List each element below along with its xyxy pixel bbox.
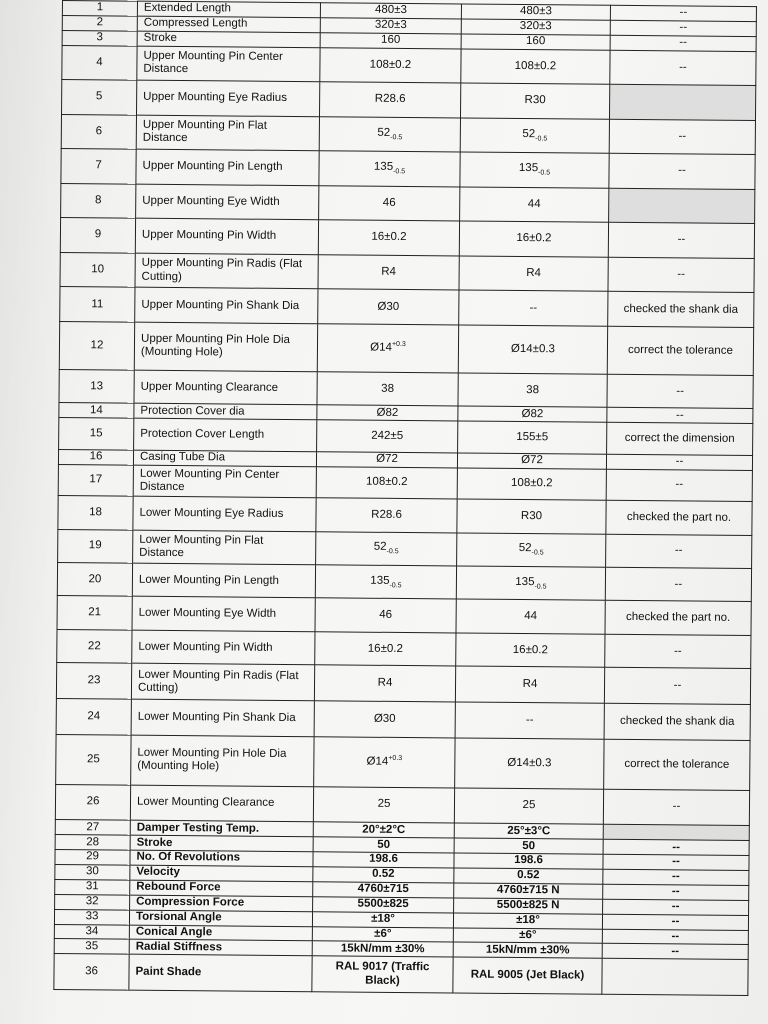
row-number: 3 <box>62 30 137 46</box>
parameter-name: Compression Force <box>130 895 313 911</box>
parameter-name: Upper Mounting Eye Width <box>136 184 319 220</box>
specified-value: $Ø14^{+0.3}$ <box>314 736 455 787</box>
remark: -- <box>602 944 748 960</box>
remark: -- <box>610 50 756 86</box>
specified-value: R4 <box>314 665 455 702</box>
measured-value: 16±0.2 <box>459 221 608 257</box>
measured-value: Ø82 <box>458 406 607 422</box>
remark: -- <box>608 257 754 293</box>
measured-value: 15kN/mm ±30% <box>453 942 602 958</box>
measured-value: 108±0.2 <box>457 468 606 501</box>
row-number: 9 <box>60 218 135 253</box>
spec-sheet <box>53 0 757 996</box>
specified-value: Ø82 <box>317 405 458 421</box>
specified-value: 46 <box>315 598 456 633</box>
parameter-name: Radial Stiffness <box>129 940 312 956</box>
remark: -- <box>610 20 756 36</box>
table-row <box>54 954 748 996</box>
measured-value: RAL 9005 (Jet Black) <box>453 957 602 994</box>
parameter-name: Lower Mounting Pin Radis (Flat Cutting) <box>131 664 314 701</box>
parameter-name: Lower Mounting Eye Width <box>132 597 315 632</box>
tolerance-subscript: -0.5 <box>393 168 406 176</box>
parameter-name: Upper Mounting Pin Length <box>136 149 319 185</box>
remark: -- <box>607 408 753 424</box>
row-number: 14 <box>59 403 134 419</box>
specified-value: 242±5 <box>317 420 458 453</box>
row-number: 13 <box>59 369 134 403</box>
tolerance-subscript: -0.5 <box>531 549 544 557</box>
specified-value: 160 <box>320 33 461 49</box>
remark: -- <box>607 374 753 409</box>
parameter-name: Lower Mounting Pin Center Distance <box>133 465 316 498</box>
row-number: 12 <box>59 321 134 370</box>
row-number: 29 <box>55 850 130 866</box>
parameter-name: Protection Cover Length <box>134 419 317 452</box>
specified-value: 5500±825 <box>313 896 454 912</box>
remark: -- <box>604 668 750 705</box>
measured-value: 4760±715 N <box>454 883 603 899</box>
row-number: 8 <box>61 183 136 218</box>
measured-value: $52_{-0.5}$ <box>457 532 606 567</box>
parameter-name: Extended Length <box>137 1 320 17</box>
row-number: 21 <box>57 596 132 630</box>
remark: checked the part no. <box>605 601 751 636</box>
parameter-name: Compressed Length <box>137 16 320 32</box>
remark: checked the shank dia <box>608 292 754 328</box>
parameter-name: Torsional Angle <box>129 910 312 926</box>
row-number: 15 <box>59 418 134 450</box>
measured-value: 480±3 <box>461 4 610 20</box>
row-number: 22 <box>57 629 132 663</box>
remark: -- <box>609 119 755 155</box>
specified-value: 25 <box>313 787 454 824</box>
tolerance-subscript: -0.5 <box>534 582 547 591</box>
remark: -- <box>603 789 749 826</box>
specified-value: 15kN/mm ±30% <box>312 941 453 957</box>
row-number: 27 <box>55 820 130 836</box>
measured-value: R4 <box>459 256 608 292</box>
specified-value: $52_{-0.5}$ <box>319 116 460 152</box>
measured-value: 25 <box>454 788 603 825</box>
parameter-name: Upper Mounting Pin Hole Dia (Mounting Hole) <box>134 322 317 372</box>
remark: -- <box>610 35 756 51</box>
specified-value: R4 <box>318 255 459 291</box>
specified-value: 480±3 <box>320 3 461 19</box>
parameter-name: Upper Mounting Pin Radis (Flat Cutting) <box>135 253 318 289</box>
specified-value: 198.6 <box>313 852 454 868</box>
tolerance-subscript: -0.5 <box>535 135 548 143</box>
measured-value: 155±5 <box>458 421 607 454</box>
remark <box>603 825 749 841</box>
row-number: 30 <box>55 864 130 880</box>
row-number: 19 <box>58 529 133 563</box>
parameter-name: Lower Mounting Clearance <box>130 785 313 822</box>
measured-value: ±18° <box>453 913 602 929</box>
row-number: 24 <box>56 698 131 734</box>
remark: -- <box>608 223 754 259</box>
row-number: 4 <box>62 45 137 80</box>
specified-value: 108±0.2 <box>316 466 457 499</box>
measured-value: 38 <box>458 373 607 408</box>
tolerance-superscript: +0.3 <box>388 755 403 763</box>
parameter-name: Upper Mounting Pin Flat Distance <box>136 115 319 151</box>
parameter-name: Damper Testing Temp. <box>130 821 313 837</box>
remark: -- <box>602 914 748 930</box>
remark: checked the part no. <box>606 500 752 535</box>
specified-value: R28.6 <box>316 498 457 533</box>
remark: -- <box>603 869 749 885</box>
parameter-name: Lower Mounting Eye Radius <box>133 496 316 531</box>
measured-value: $52_{-0.5}$ <box>460 118 609 154</box>
parameter-name: No. Of Revolutions <box>130 850 313 866</box>
measured-value: R30 <box>460 83 609 119</box>
measured-value: 198.6 <box>454 853 603 869</box>
measured-value: 5500±825 N <box>454 898 603 914</box>
measured-value: Ø72 <box>457 453 606 469</box>
row-number: 17 <box>58 464 133 496</box>
specified-value: 50 <box>313 837 454 853</box>
row-number: 11 <box>60 287 135 322</box>
table-row <box>56 698 750 740</box>
remark <box>602 959 748 996</box>
row-number: 33 <box>54 909 129 925</box>
remark: -- <box>603 899 749 915</box>
remark: -- <box>603 854 749 870</box>
row-number: 10 <box>60 252 135 287</box>
measured-value: R30 <box>457 499 606 534</box>
parameter-name: Protection Cover dia <box>134 404 317 420</box>
remark: -- <box>606 469 752 502</box>
parameter-name: Velocity <box>130 865 313 881</box>
parameter-name: Lower Mounting Pin Width <box>132 630 315 665</box>
parameter-name: Casing Tube Dia <box>133 450 316 466</box>
parameter-name: Lower Mounting Pin Length <box>132 563 315 598</box>
measured-value: R4 <box>455 666 604 703</box>
tolerance-subscript: -0.5 <box>538 169 551 177</box>
tolerance-subscript: -0.5 <box>389 581 402 589</box>
parameter-name: Upper Mounting Pin Shank Dia <box>135 287 318 323</box>
specified-value: RAL 9017 (Traffic Black) <box>312 956 453 993</box>
specified-value: Ø72 <box>316 451 457 467</box>
table-row <box>55 784 749 826</box>
measured-value: Ø14±0.3 <box>458 325 607 374</box>
remark <box>609 188 755 224</box>
parameter-name: Lower Mounting Pin Shank Dia <box>131 699 314 736</box>
parameter-name: Stroke <box>130 835 313 851</box>
measured-value: ±6° <box>453 927 602 943</box>
row-number: 18 <box>58 496 133 530</box>
specified-value: $135_{-0.5}$ <box>315 565 456 600</box>
remark: correct the tolerance <box>607 326 753 375</box>
measured-value: 44 <box>460 187 609 223</box>
table-row <box>56 734 750 790</box>
remark <box>609 84 755 120</box>
specified-value: 16±0.2 <box>318 220 459 256</box>
parameter-name: Upper Mounting Pin Width <box>135 218 318 254</box>
parameter-name: Upper Mounting Eye Radius <box>137 80 320 116</box>
row-number: 28 <box>55 835 130 851</box>
row-number: 35 <box>54 939 129 955</box>
measured-value: 16±0.2 <box>456 633 605 668</box>
parameter-name: Upper Mounting Pin Center Distance <box>137 46 320 82</box>
measured-value: 108±0.2 <box>461 49 610 85</box>
measured-value: Ø14±0.3 <box>455 738 604 790</box>
measured-value: 320±3 <box>461 19 610 35</box>
remark: correct the dimension <box>607 423 753 456</box>
specified-value: ±18° <box>312 911 453 927</box>
remark: -- <box>605 634 751 669</box>
measured-value: -- <box>455 702 604 739</box>
specification-table <box>53 0 757 996</box>
specified-value: Ø30 <box>314 701 455 738</box>
remark: -- <box>603 840 749 856</box>
parameter-name: Stroke <box>137 31 320 47</box>
row-number: 25 <box>56 734 131 785</box>
parameter-name: Lower Mounting Pin Flat Distance <box>133 530 316 565</box>
specified-value: $52_{-0.5}$ <box>316 531 457 566</box>
remark: correct the tolerance <box>604 739 750 790</box>
row-number: 26 <box>55 784 130 820</box>
specified-value: ±6° <box>312 926 453 942</box>
remark: -- <box>605 567 751 602</box>
specified-value: 46 <box>319 185 460 221</box>
specified-value: 0.52 <box>313 867 454 883</box>
row-number: 34 <box>54 924 129 940</box>
measured-value: $135_{-0.5}$ <box>456 566 605 601</box>
measured-value: 25°±3°C <box>454 823 603 839</box>
table-row <box>59 321 753 375</box>
row-number: 7 <box>61 149 136 184</box>
row-number: 5 <box>62 80 137 115</box>
remark: -- <box>603 884 749 900</box>
measured-value: 44 <box>456 599 605 634</box>
row-number: 20 <box>57 562 132 596</box>
specified-value: $135_{-0.5}$ <box>319 151 460 187</box>
tolerance-subscript: -0.5 <box>386 548 399 556</box>
table-row <box>56 663 750 705</box>
remark: -- <box>602 929 748 945</box>
measured-value: 0.52 <box>454 868 603 884</box>
parameter-name: Lower Mounting Pin Hole Dia (Mounting Hole) <box>131 735 314 787</box>
measured-value: 50 <box>454 838 603 854</box>
row-number: 1 <box>62 1 137 17</box>
specified-value: $Ø14^{+0.3}$ <box>317 324 458 373</box>
specified-value: 20°±2°C <box>313 822 454 838</box>
row-number: 36 <box>54 954 129 990</box>
row-number: 32 <box>55 894 130 910</box>
remark: -- <box>609 153 755 189</box>
specified-value: 4760±715 <box>313 882 454 898</box>
tolerance-subscript: -0.5 <box>390 133 403 142</box>
specified-value: Ø30 <box>318 289 459 325</box>
specified-value: 320±3 <box>320 18 461 34</box>
parameter-name: Paint Shade <box>129 954 312 991</box>
specified-value: 16±0.2 <box>315 632 456 667</box>
remark: -- <box>606 534 752 569</box>
remark: checked the shank dia <box>604 703 750 740</box>
measured-value: $135_{-0.5}$ <box>460 152 609 188</box>
remark: -- <box>606 454 752 470</box>
measured-value: -- <box>459 290 608 326</box>
remark: -- <box>610 5 756 21</box>
specification-table-body <box>54 1 757 996</box>
row-number: 16 <box>58 449 133 465</box>
row-number: 2 <box>62 15 137 31</box>
specified-value: 108±0.2 <box>320 47 461 83</box>
row-number: 6 <box>61 114 136 149</box>
measured-value: 160 <box>461 34 610 50</box>
row-number: 23 <box>56 663 131 699</box>
parameter-name: Upper Mounting Clearance <box>134 370 317 405</box>
specified-value: R28.6 <box>319 82 460 118</box>
specified-value: 38 <box>317 372 458 407</box>
parameter-name: Conical Angle <box>129 925 312 941</box>
parameter-name: Rebound Force <box>130 880 313 896</box>
tolerance-superscript: +0.3 <box>391 341 406 349</box>
row-number: 31 <box>55 879 130 895</box>
